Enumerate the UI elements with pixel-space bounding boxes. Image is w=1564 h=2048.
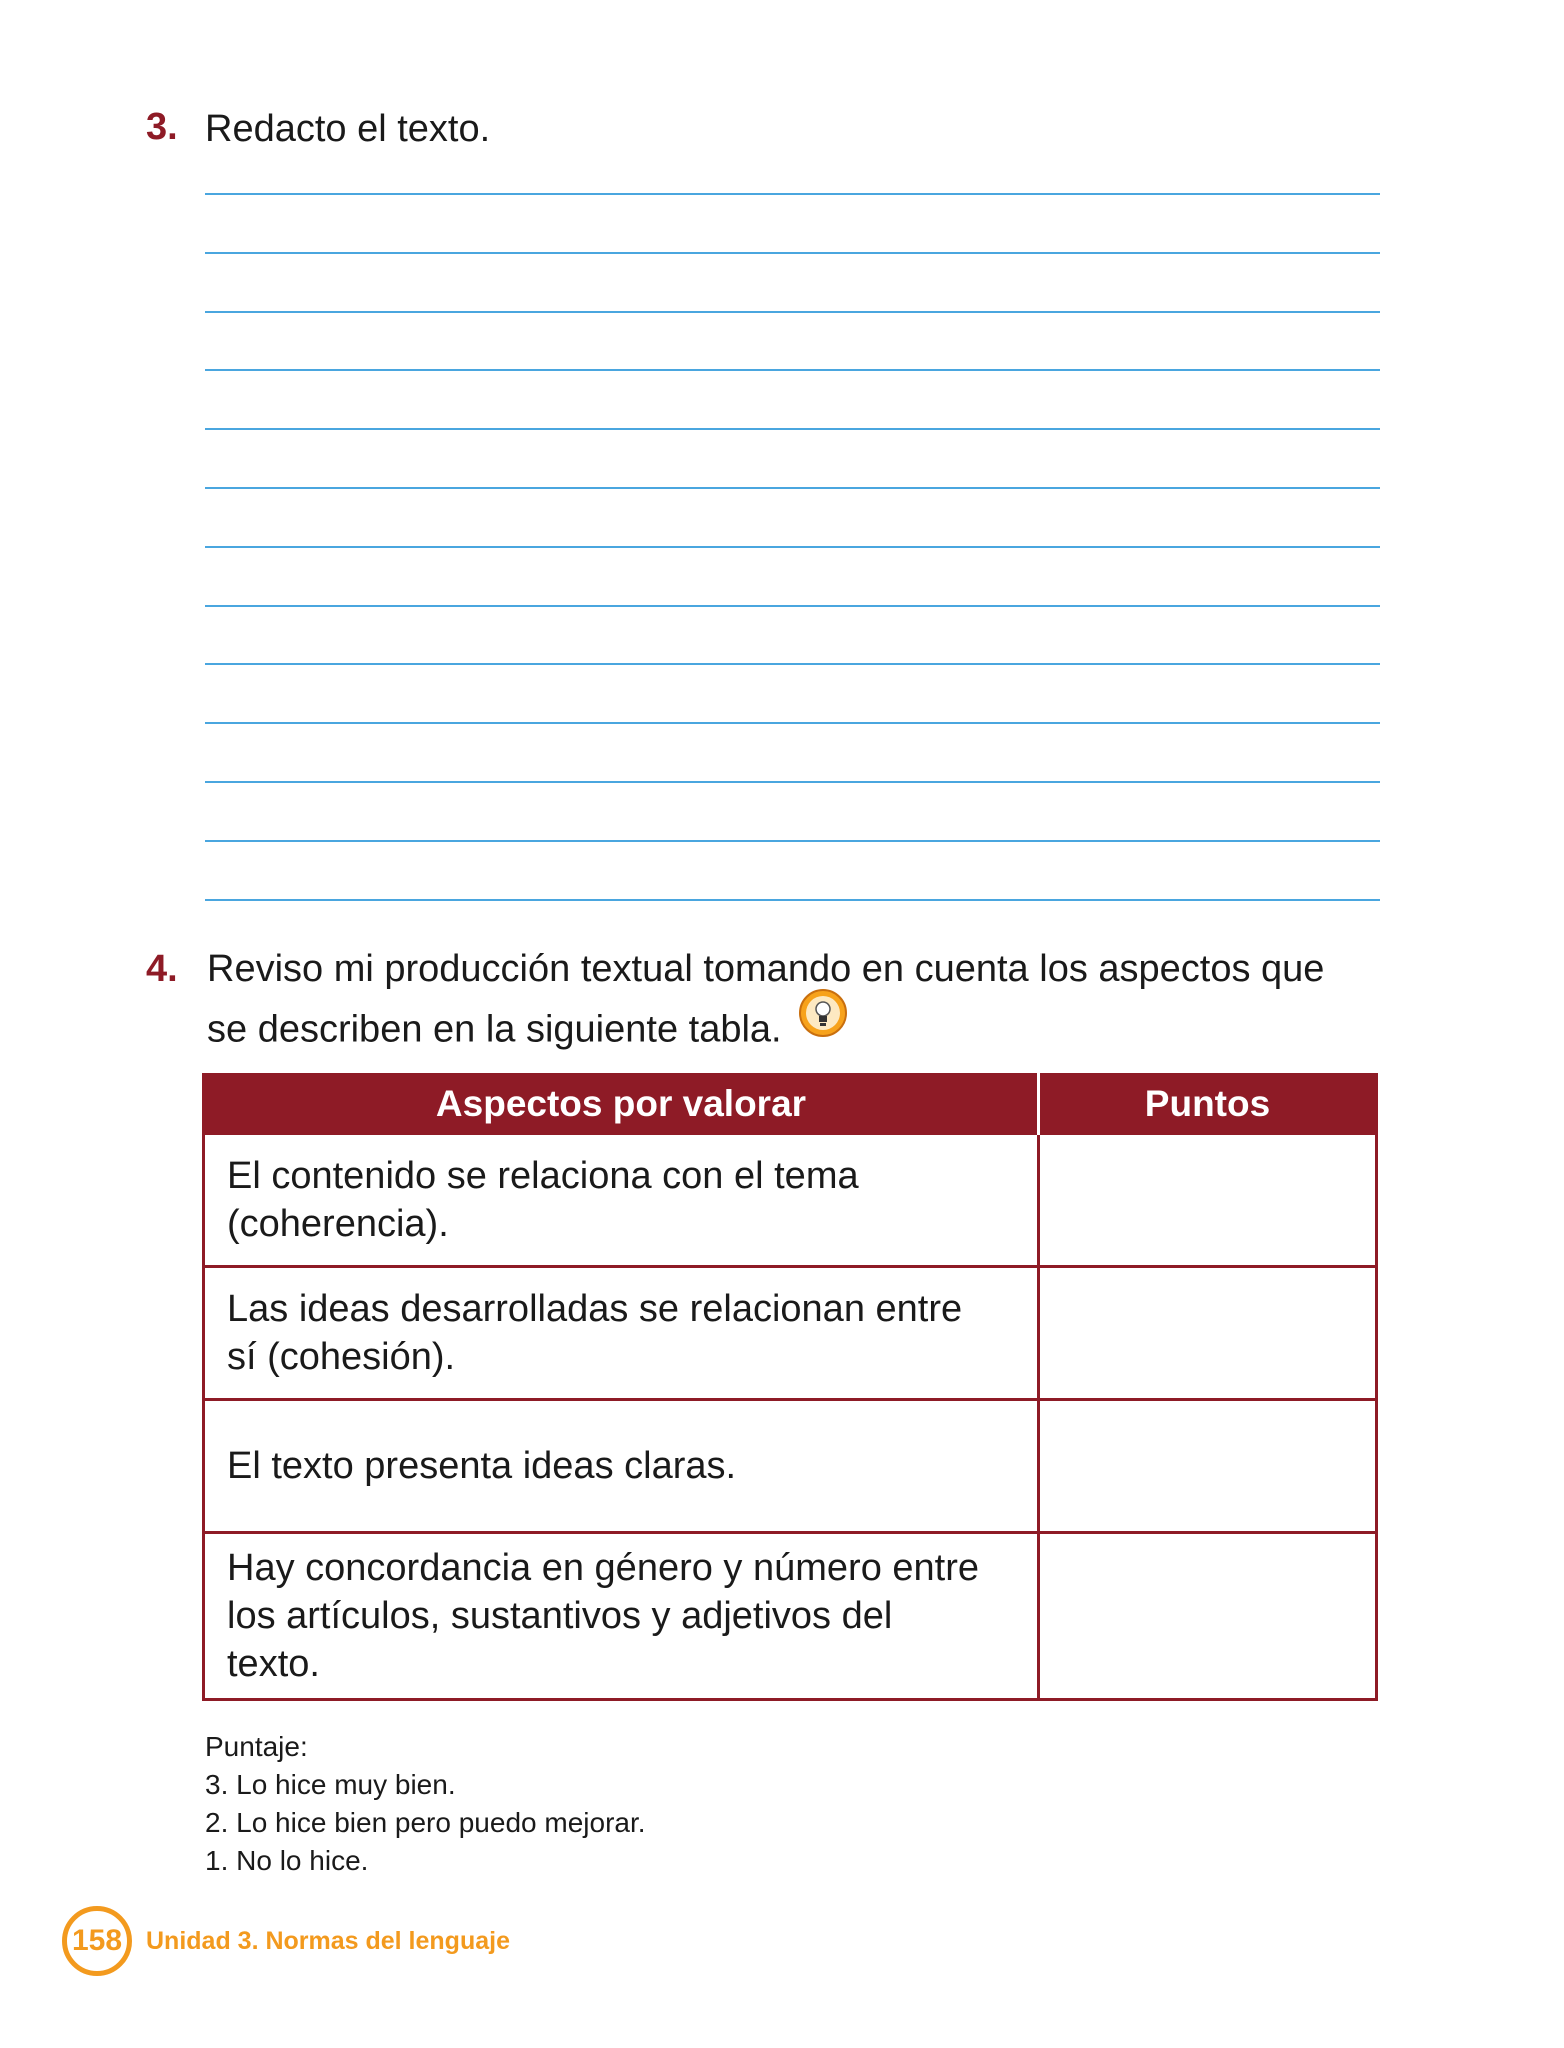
writing-line[interactable] <box>205 369 1380 428</box>
page-number: 158 <box>62 1906 132 1976</box>
step-instruction <box>207 940 1387 1065</box>
scoring-title: Puntaje: <box>205 1731 308 1762</box>
aspect-cell <box>204 1533 1039 1700</box>
writing-area[interactable] <box>205 193 1380 901</box>
instruction-line <box>207 998 1387 1065</box>
unit-title: Unidad 3. Normas del lenguaje <box>146 1926 510 1955</box>
writing-line[interactable] <box>205 663 1380 722</box>
aspect-cell <box>204 1400 1039 1533</box>
scoring-legend <box>205 1728 646 1880</box>
writing-line[interactable] <box>205 252 1380 311</box>
points-cell[interactable] <box>1039 1400 1377 1533</box>
aspect-text: El contenido se relaciona con el tema <box>227 1155 859 1197</box>
aspect-text: Hay concordancia en género y número entre <box>227 1547 980 1589</box>
writing-line[interactable] <box>205 840 1380 899</box>
aspect-cell <box>204 1267 1039 1400</box>
instruction-text: se describen en la siguiente tabla. <box>207 1008 782 1051</box>
scoring-item: 3. Lo hice muy bien. <box>205 1769 456 1800</box>
table-row <box>204 1533 1377 1700</box>
points-cell[interactable] <box>1039 1533 1377 1700</box>
page-footer <box>62 1906 510 1976</box>
aspect-text: sí (cohesión). <box>227 1336 456 1378</box>
points-cell[interactable] <box>1039 1267 1377 1400</box>
instruction-line: Reviso mi producción textual tomando en cuenta los aspectos que <box>207 948 1325 990</box>
writing-line[interactable] <box>205 193 1380 252</box>
step-number: 4. <box>146 948 178 990</box>
scoring-item: 2. Lo hice bien pero puedo mejorar. <box>205 1807 646 1838</box>
column-header-aspects: Aspectos por valorar <box>204 1075 1039 1134</box>
rubric-table <box>202 1073 1378 1701</box>
writing-line[interactable] <box>205 546 1380 605</box>
aspect-text: texto. <box>227 1643 320 1685</box>
aspect-text: (coherencia). <box>227 1203 449 1245</box>
writing-line[interactable] <box>205 428 1380 487</box>
writing-line[interactable] <box>205 311 1380 370</box>
writing-line[interactable] <box>205 722 1380 781</box>
writing-line[interactable] <box>205 605 1380 664</box>
table-header-row <box>204 1075 1377 1134</box>
aspect-text: Las ideas desarrolladas se relacionan entre <box>227 1288 963 1330</box>
lightbulb-icon <box>798 988 848 1055</box>
aspect-text: El texto presenta ideas claras. <box>227 1445 737 1487</box>
writing-line[interactable] <box>205 899 1380 901</box>
aspect-text: los artículos, sustantivos y adjetivos del <box>227 1595 893 1637</box>
writing-line[interactable] <box>205 487 1380 546</box>
table-row <box>204 1267 1377 1400</box>
scoring-item: 1. No lo hice. <box>205 1845 369 1876</box>
step-instruction: Redacto el texto. <box>205 108 491 150</box>
table-row <box>204 1134 1377 1267</box>
column-header-points: Puntos <box>1039 1075 1377 1134</box>
writing-line[interactable] <box>205 781 1380 840</box>
points-cell[interactable] <box>1039 1134 1377 1267</box>
aspect-cell <box>204 1134 1039 1267</box>
table-row <box>204 1400 1377 1533</box>
step-number: 3. <box>146 106 178 148</box>
